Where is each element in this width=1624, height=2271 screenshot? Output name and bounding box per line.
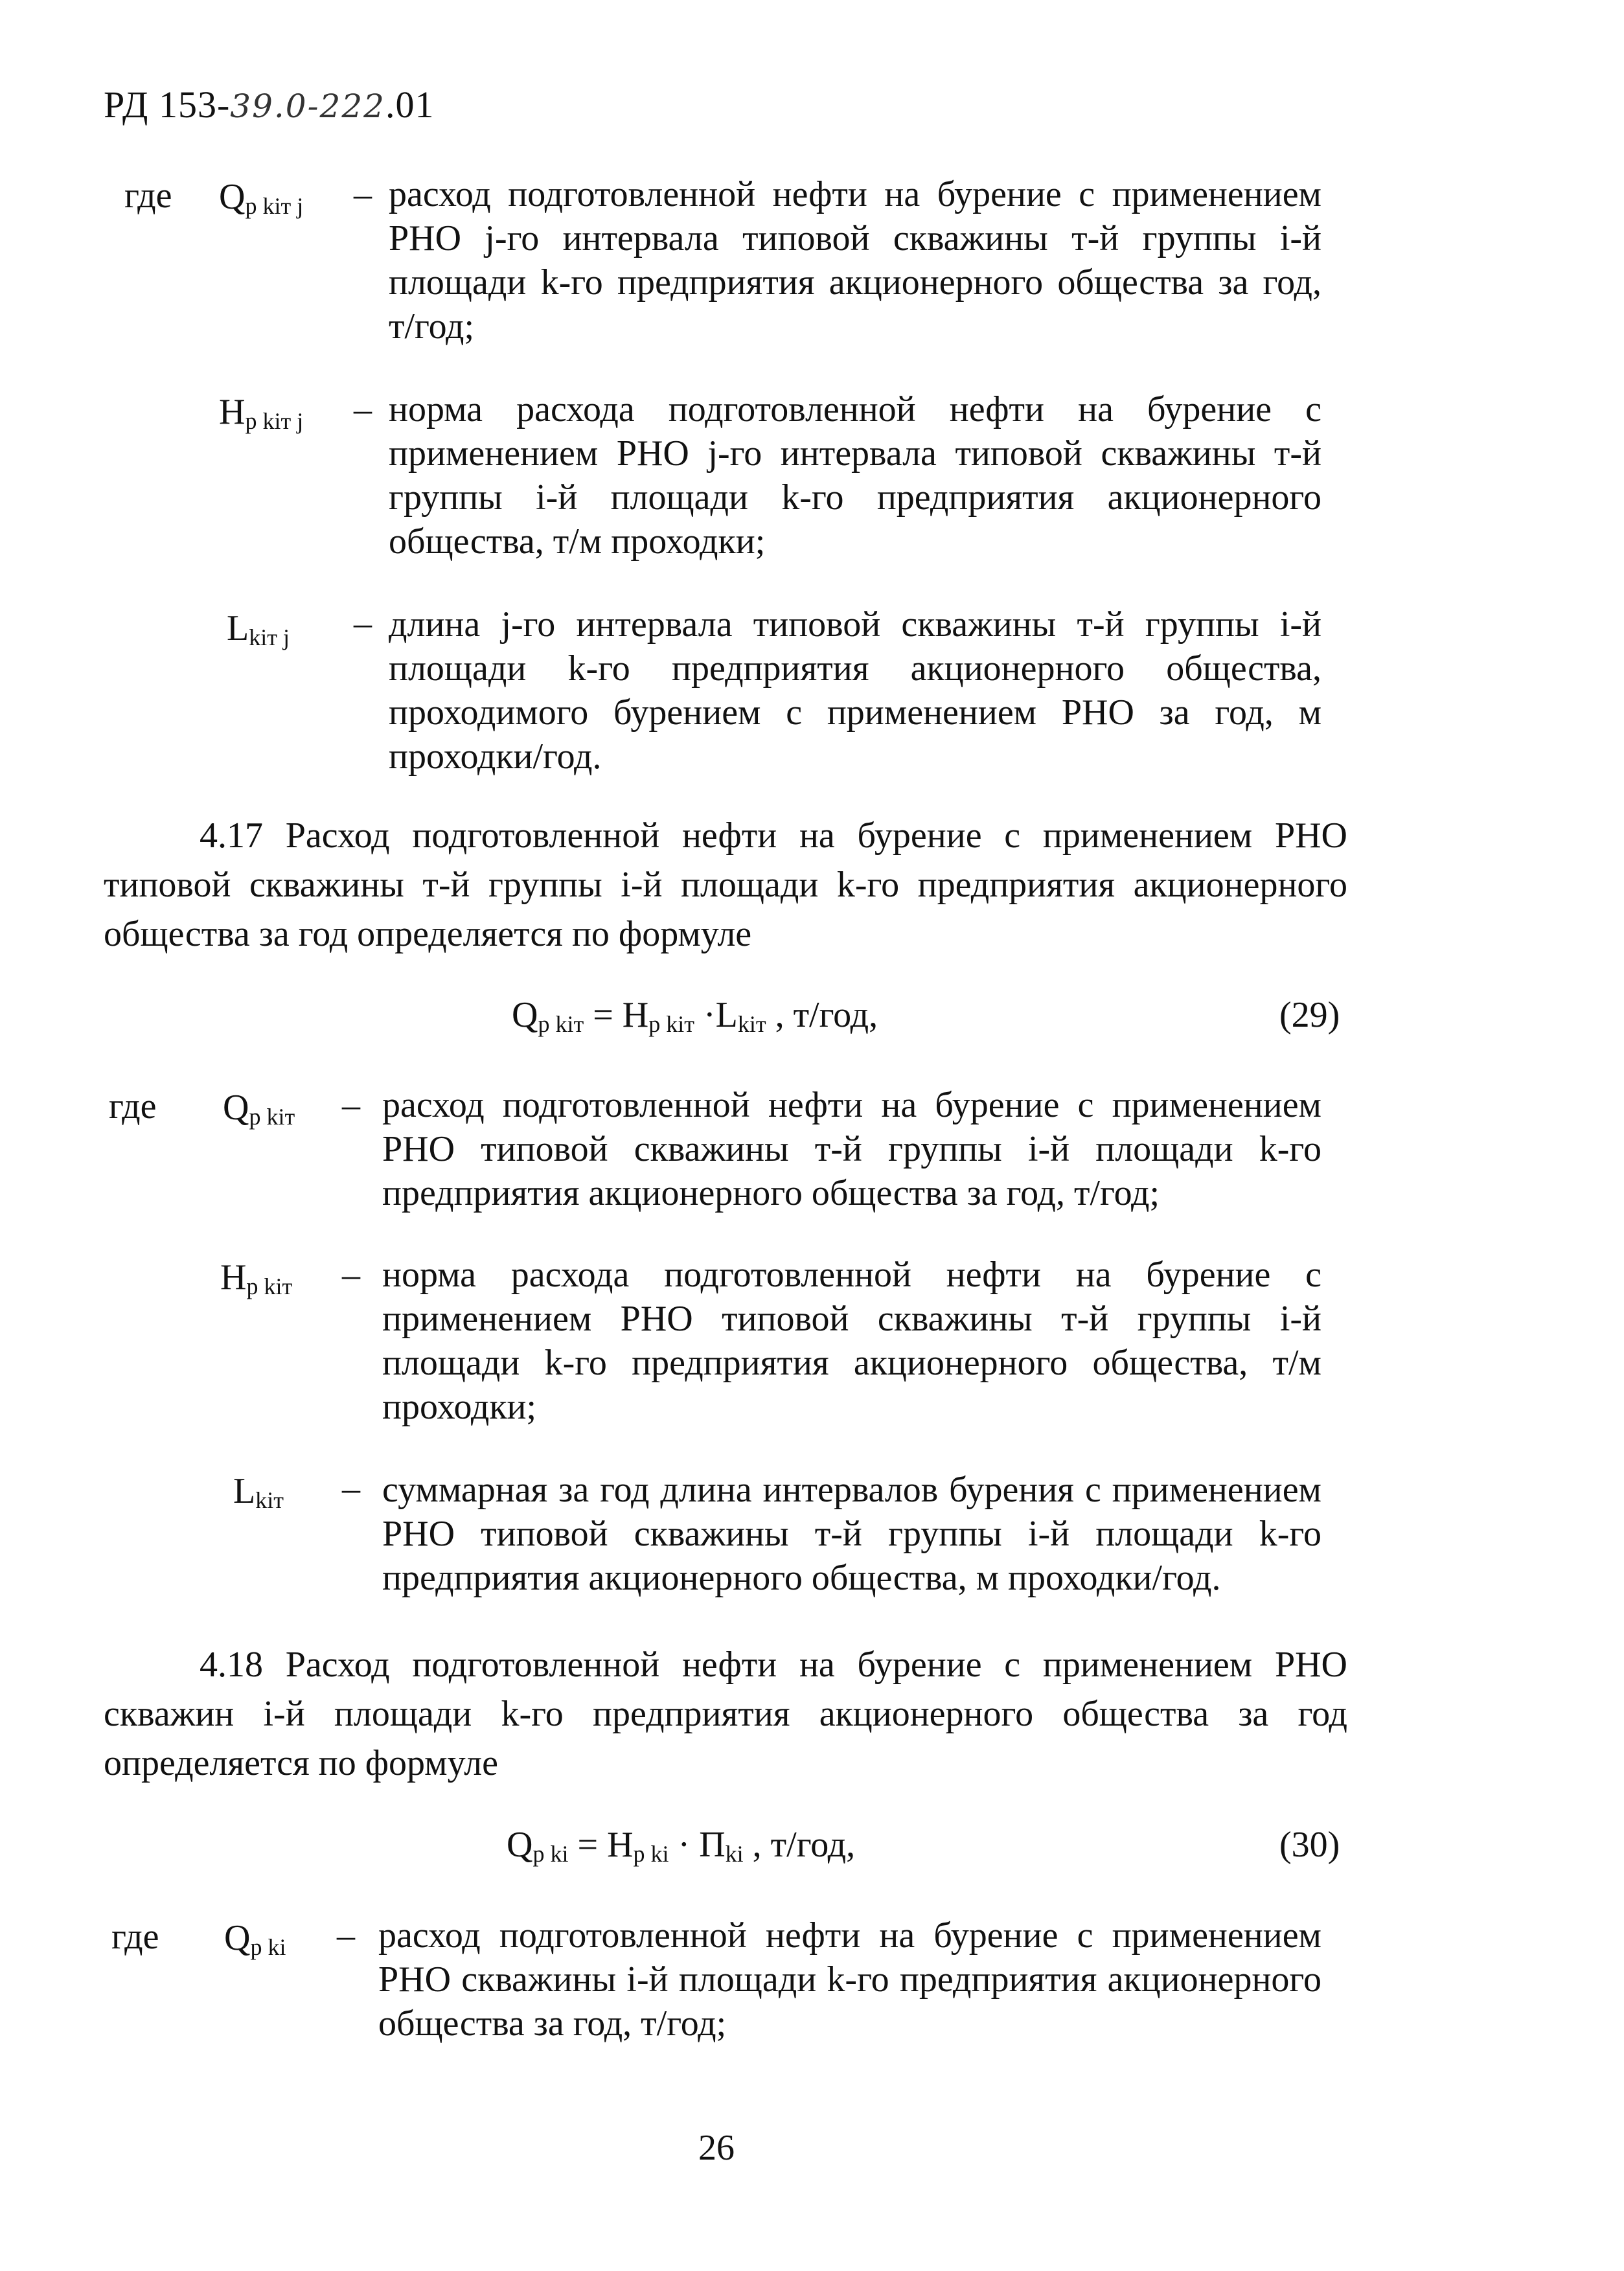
page-number: 26 bbox=[698, 2128, 735, 2168]
definition-l-kit: суммарная за год длина интервалов бурения с применением РНО типовой скважины т-й группы i-й площади k-го предприятия акционерного общества, м проходки/год. bbox=[382, 1470, 1321, 1598]
document-code-prefix: РД 153- bbox=[104, 84, 231, 126]
paragraph-4-18: 4.18 Расход подготовленной нефти на бурение с применением РНО скважин i-й площади k-го предприятия акционерного общества за год определяется по формуле bbox=[104, 1645, 1347, 1783]
definition-dash: – bbox=[342, 1255, 360, 1295]
symbol-l-kit-j: $L_{kiт j}$ bbox=[227, 608, 290, 650]
definition-h-p-kit-j: норма расхода подготовленной нефти на бурение с применением РНО j-го интервала типовой скважины т-й группы i-й площади k-го предприятия акционерного общества, т/м проходки; bbox=[389, 389, 1321, 562]
definition-dash: – bbox=[354, 389, 372, 429]
where-label: где bbox=[124, 176, 172, 216]
formula-29: $Q_{p kiт} = Н_{p kiт} \cdot L_{kiт}$ , т/год, bbox=[512, 995, 878, 1037]
definition-q-p-ki: расход подготовленной нефти на бурение с применением РНО скважины i-й площади k-го предприятия акционерного общества за год, т/год; bbox=[378, 1915, 1321, 2044]
paragraph-4-17: 4.17 Расход подготовленной нефти на бурение с применением РНО типовой скважины т-й группы i-й площади k-го предприятия акционерного общества за год определяется по формуле bbox=[104, 816, 1347, 954]
symbol-q-p-kit: $Q_{p kiт}$ bbox=[223, 1088, 295, 1130]
where-label: где bbox=[111, 1917, 159, 1957]
equation-number-30: (30) bbox=[1279, 1825, 1340, 1865]
definition-dash: – bbox=[337, 1915, 355, 1956]
definition-l-kit-j: длина j-го интервала типовой скважины т-й группы i-й площади k-го предприятия акционерного общества, проходимого бурением с применением РНО за год, м проходки/год. bbox=[389, 604, 1321, 777]
definition-q-p-kit-j: расход подготовленной нефти на бурение с применением РНО j-го интервала типовой скважины т-й группы i-й площади k-го предприятия акционерного общества за год, т/год; bbox=[389, 174, 1321, 347]
symbol-q-p-kit-j: $Q_{p kiт j}$ bbox=[219, 177, 304, 219]
symbol-h-p-kit: $Н_{p kiт}$ bbox=[220, 1257, 293, 1299]
definition-dash: – bbox=[342, 1468, 360, 1509]
definition-dash: – bbox=[342, 1085, 360, 1125]
document-code-handwritten: 39.0-222 bbox=[230, 87, 385, 125]
document-code bbox=[104, 83, 434, 126]
definition-dash: – bbox=[354, 603, 372, 643]
where-label: где bbox=[109, 1086, 157, 1126]
definition-dash: – bbox=[354, 174, 372, 214]
equation-number-29: (29) bbox=[1279, 995, 1340, 1035]
document-code-suffix: .01 bbox=[385, 84, 435, 126]
definition-q-p-kit: расход подготовленной нефти на бурение с применением РНО типовой скважины т-й группы i-й площади k-го предприятия акционерного общества за год, т/год; bbox=[382, 1085, 1321, 1213]
symbol-h-p-kit-j: $Н_{p kiт j}$ bbox=[219, 392, 304, 434]
formula-30: $Q_{p ki} = Н_{p ki} \cdot П_{ki}$ , т/год, bbox=[507, 1825, 856, 1867]
definition-h-p-kit: норма расхода подготовленной нефти на бурение с применением РНО типовой скважины т-й группы i-й площади k-го предприятия акционерного общества, т/м проходки; bbox=[382, 1255, 1321, 1427]
symbol-q-p-ki: $Q_{p ki}$ bbox=[224, 1918, 286, 1960]
symbol-l-kit: $L_{kiт}$ bbox=[233, 1471, 284, 1513]
